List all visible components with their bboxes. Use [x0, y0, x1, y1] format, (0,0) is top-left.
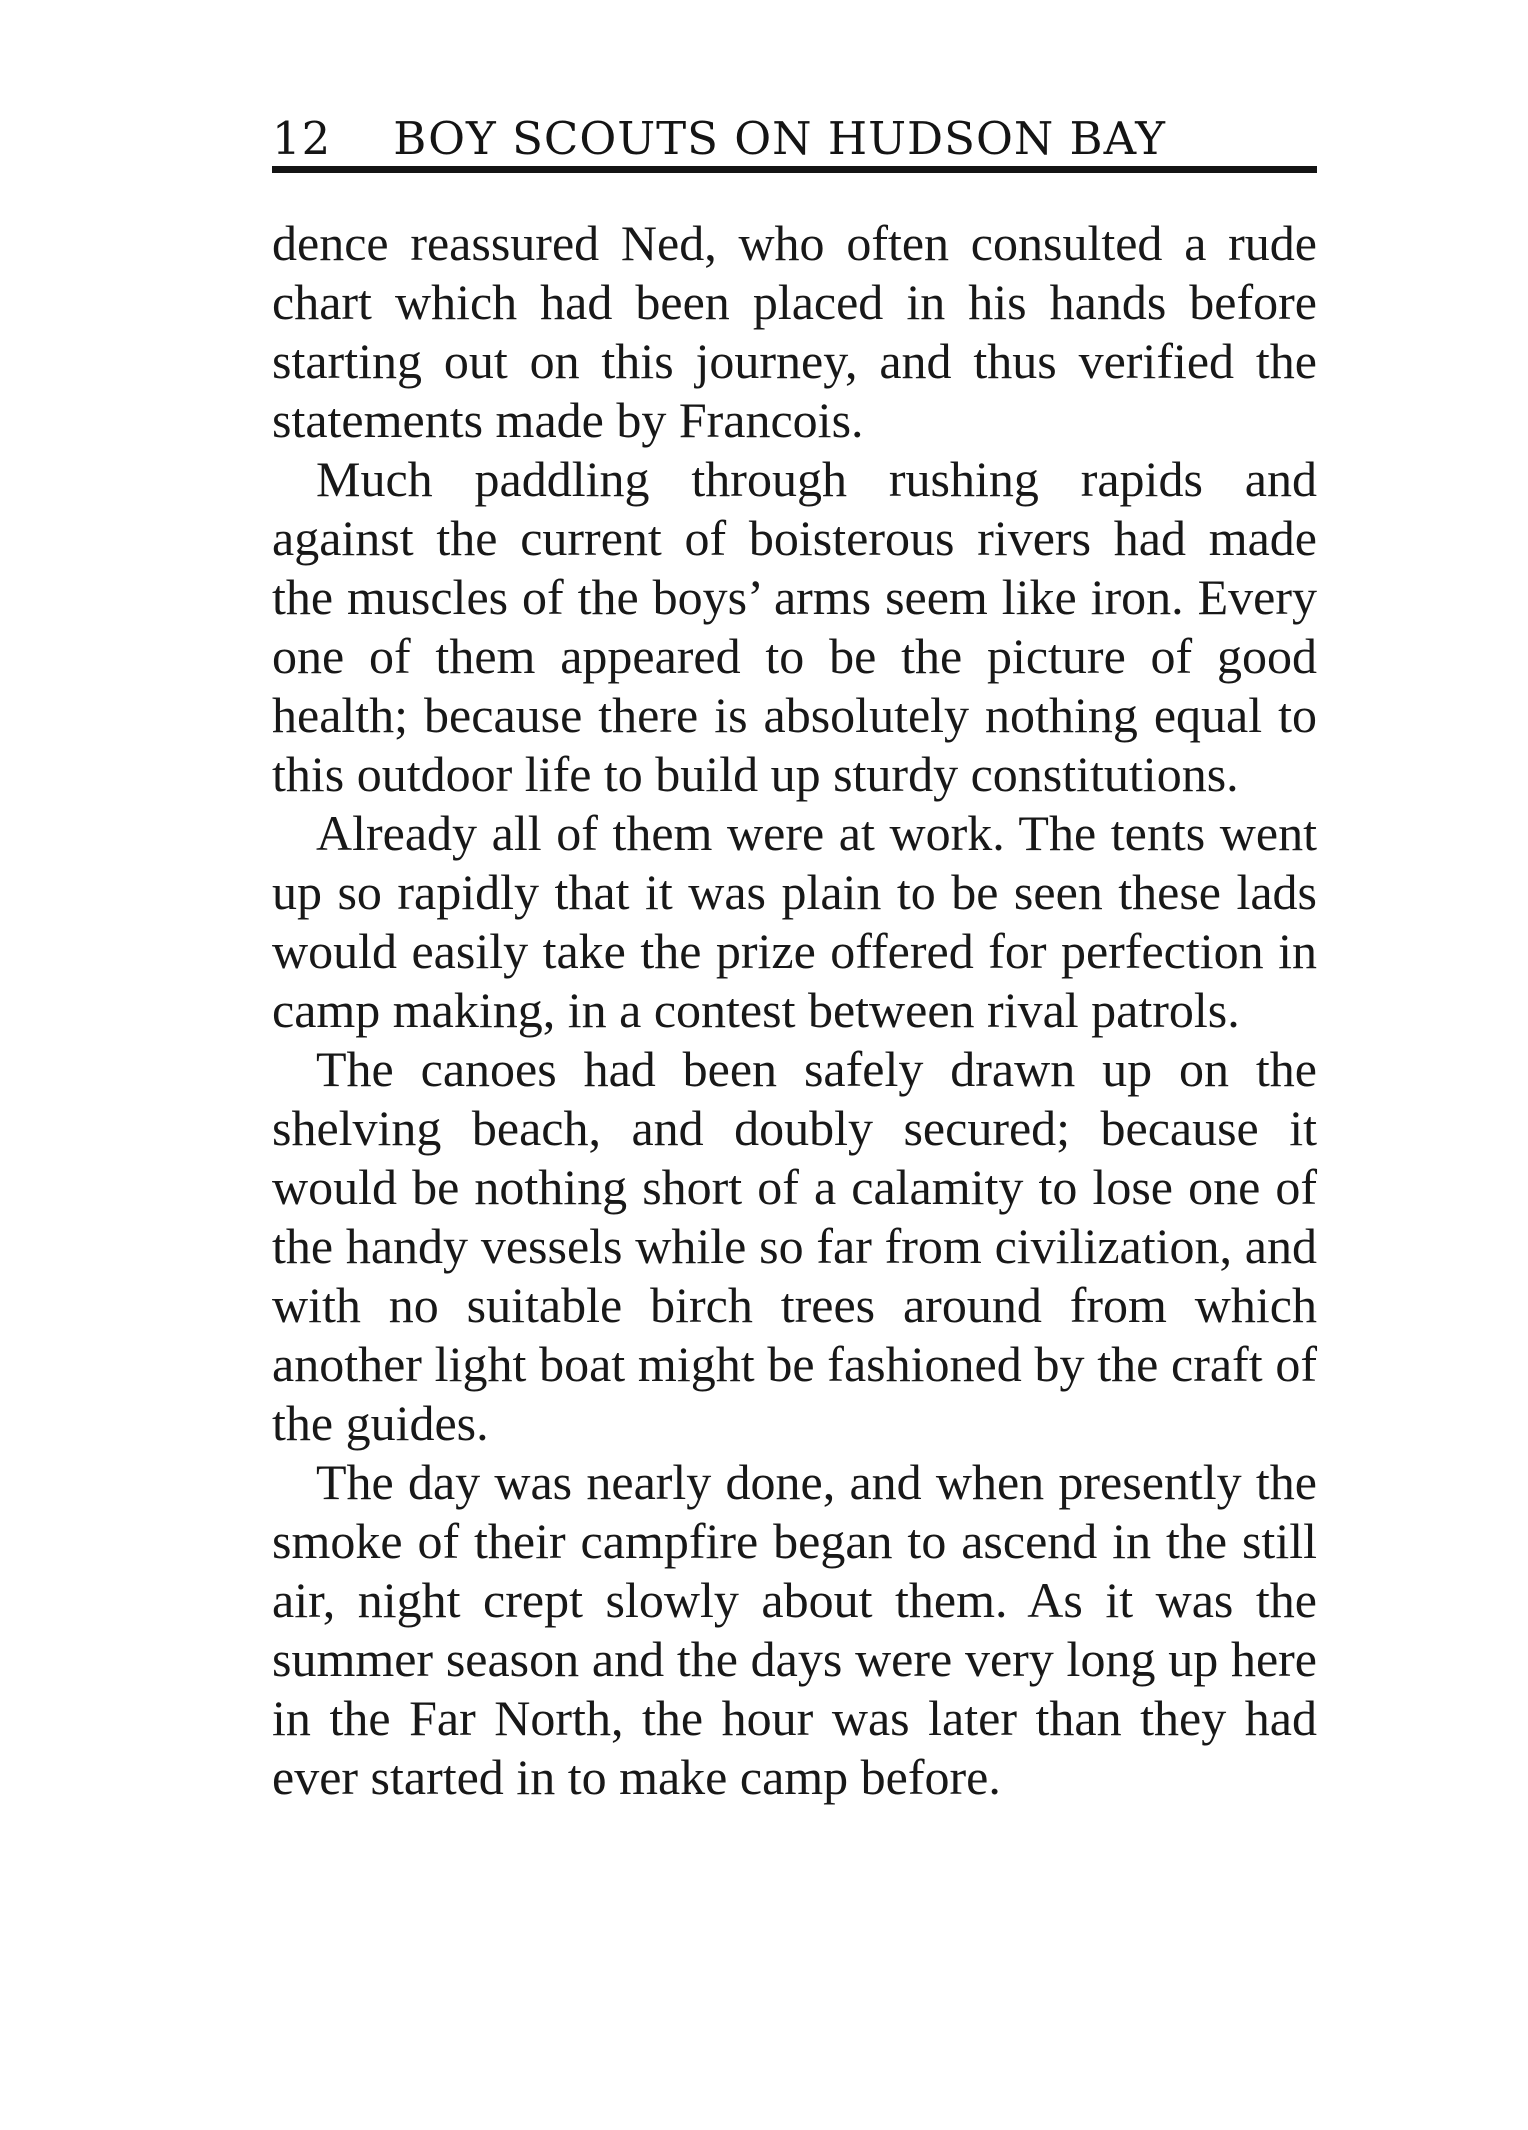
paragraph: Already all of them were at work. The tents went up so rapidly that it was plain to be seen these lads would easily take the prize offered for perfection in camp making, in a contest between rival patrols. — [272, 805, 1317, 1038]
book-title: BOY SCOUTS ON HUDSON BAY — [393, 112, 1166, 165]
paragraph: The canoes had been safely drawn up on the shelving beach, and doubly secured; because it would be nothing short of a calamity to lose one of the handy vessels while so far from civilization, and with no suitable birch trees around from which another light boat might be fashioned by the craft of the guides. — [272, 1041, 1317, 1451]
paragraph: The day was nearly done, and when presently the smoke of their campfire began to ascend in the still air, night crept slowly about them. As it was the summer season and the days were very long up here in the Far North, the hour was later than they had ever started in to make camp before. — [272, 1454, 1317, 1805]
page-number: 12 — [272, 112, 332, 165]
paragraph: Much paddling through rushing rapids and against the current of boisterous rivers had made the muscles of the boys’ arms seem like iron. Every one of them appeared to be the picture of good health; because there is absolutely nothing equal to this outdoor life to build up sturdy constitutions. — [272, 451, 1317, 802]
header-rule — [272, 166, 1317, 173]
body-text — [272, 214, 1317, 1807]
paragraph: dence reassured Ned, who often consulted a rude chart which had been placed in his hands before starting out on this journey, and thus verified the statements made by Francois. — [272, 215, 1317, 448]
running-head — [272, 112, 1317, 174]
